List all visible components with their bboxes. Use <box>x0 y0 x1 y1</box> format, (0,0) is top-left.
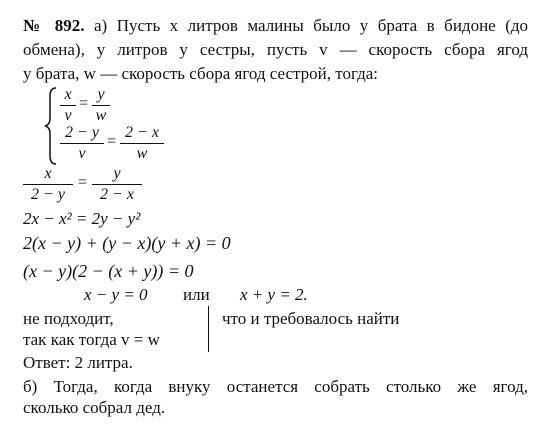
reject-reason-1: не подходит, <box>23 309 114 328</box>
accept-reason: что и требовалось найти <box>222 309 400 328</box>
answer-line: Ответ: 2 литра. <box>23 353 133 372</box>
problem-text-1: а) Пусть x литров малины было у брата в бидоне (до <box>94 16 529 35</box>
system-brace <box>44 86 58 166</box>
ratio-equals: = <box>78 174 88 191</box>
case-1: x − y = 0 <box>84 285 148 304</box>
part-b-line-1: б) Тогда, когда внуку останется собрать столько же ягод, <box>23 377 528 396</box>
eq2-left-fraction: 2 − y v <box>60 124 104 163</box>
eq2-equals: = <box>107 133 117 150</box>
equation-line-c: (x − y)(2 − (x + y)) = 0 <box>23 261 194 281</box>
eq1-right-fraction: y w <box>92 86 110 125</box>
ratio-left-fraction: x 2 − y <box>23 165 73 204</box>
eq2-right-fraction: 2 − x w <box>120 124 164 163</box>
problem-line-1 <box>23 16 528 36</box>
ratio-right-fraction: y 2 − x <box>92 165 142 204</box>
problem-number: № 892. <box>23 16 85 35</box>
problem-line-2: обмена), y литров у сестры, пусть v — скорость сбора ягод <box>23 40 528 59</box>
eq1-left-fraction: x v <box>60 86 76 125</box>
problem-line-3: у брата, w — скорость сбора ягод сестрой, тогда: <box>23 64 379 83</box>
case-separator <box>208 306 209 352</box>
case-2: x + y = 2. <box>240 285 308 304</box>
case-or: или <box>183 285 210 304</box>
equation-line-a: 2x − x² = 2y − y² <box>23 209 141 228</box>
eq1-equals: = <box>79 95 89 112</box>
part-b-line-2: сколько собрал дед. <box>23 398 166 417</box>
equation-line-b: 2(x − y) + (y − x)(y + x) = 0 <box>23 233 231 253</box>
reject-reason-2: так как тогда v = w <box>23 330 160 349</box>
